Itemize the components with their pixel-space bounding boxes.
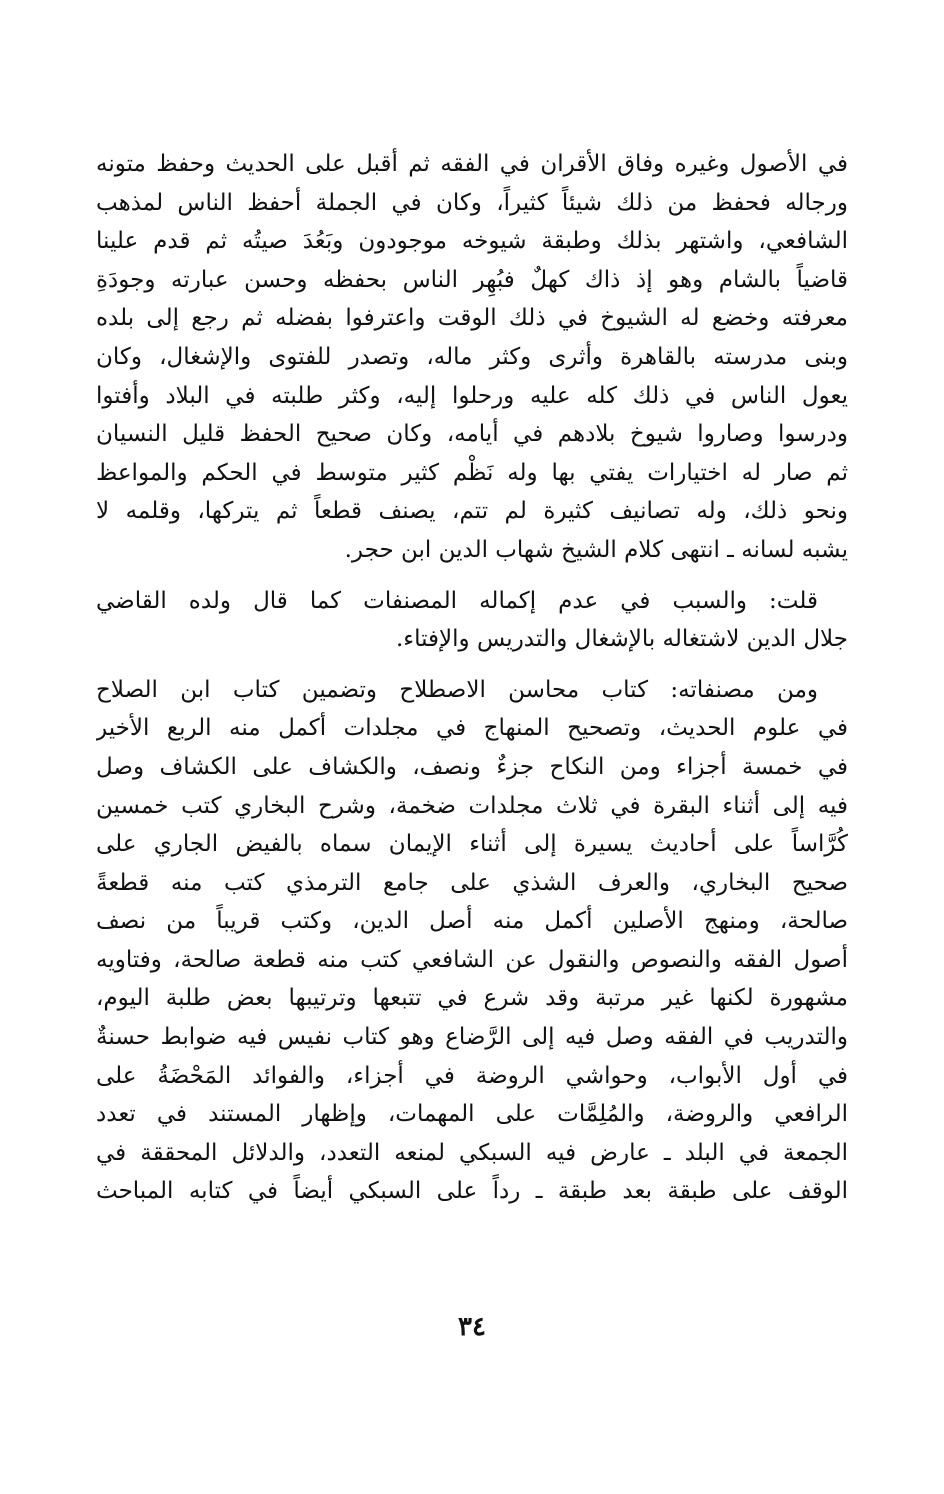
text-line: ومن مصنفاته: كتاب محاسن الاصطلاح وتضمين كتاب ابن الصلاح [96, 676, 818, 703]
text-line: ورجاله فحفظ من ذلك شيئاً كثيراً، وكان في الجملة أحفظ الناس لمذهب [96, 189, 848, 216]
text-line: صحيح البخاري، والعرف الشذي على جامع الترمذي كتب منه قطعةً [96, 869, 848, 896]
paragraph-reason [96, 582, 848, 659]
paragraph-gap [96, 570, 848, 582]
text-line: يشبه لسانه ـ انتهى كلام الشيخ شهاب الدين ابن حجر. [344, 536, 848, 563]
text-line: قاضياً بالشام وهو إذ ذاك كهلٌ فبُهِر الناس بحفظه وحسن عبارته وجودَةِ [96, 266, 848, 293]
text-line: جلال الدين لاشتغاله بالإشغال والتدريس والإفتاء. [395, 626, 848, 653]
text-line: يعول الناس في ذلك كله عليه ورحلوا إليه، وكثر طلبته في البلاد وأفتوا [96, 382, 848, 409]
text-line: صالحة، ومنهج الأصلين أكمل منه أصل الدين، وكتب قريباً من نصف [96, 908, 848, 935]
text-line: في الأصول وغيره وفاق الأقران في الفقه ثم أقبل على الحديث وحفظ متونه [96, 151, 848, 177]
paragraph-works [96, 671, 848, 1211]
text-line: فيه إلى أثناء البقرة في ثلاث مجلدات ضخمة، وشرح البخاري كتب خمسين [96, 792, 848, 819]
text-line: كُرَّاساً على أحاديث يسيرة إلى أثناء الإيمان سماه بالفيض الجاري على [96, 831, 848, 858]
text-line: الرافعي والروضة، والمُلِمَّات على المهمات، وإظهار المستند في تعدد [96, 1101, 848, 1128]
text-line: والتدريب في الفقه وصل فيه إلى الرَّضاع وهو كتاب نفيس فيه ضوابط حسنةٌ [96, 1024, 848, 1051]
text-line: في علوم الحديث، وتصحيح المنهاج في مجلدات أكمل منه الربع الأخير [96, 715, 848, 742]
text-line: ودرسوا وصاروا شيوخ بلادهم في أيامه، وكان صحيح الحفظ قليل النسيان [96, 421, 848, 448]
page-number: ٣٤ [458, 1312, 486, 1342]
page-body [96, 145, 848, 1211]
text-line: أصول الفقه والنصوص والنقول عن الشافعي كتب منه قطعة صالحة، وفتاويه [96, 946, 848, 973]
text-line: ونحو ذلك، وله تصانيف كثيرة لم تتم، يصنف قطعاً ثم يتركها، وقلمه لا [96, 498, 848, 525]
text-line: الشافعي، واشتهر بذلك وطبقة شيوخه موجودون وبَعُدَ صيتُه ثم قدم علينا [96, 228, 848, 255]
text-line: الوقف على طبقة بعد طبقة ـ رداً على السبكي أيضاً في كتابه المباحث [96, 1178, 848, 1205]
paragraph-gap [96, 659, 848, 671]
text-line: في خمسة أجزاء ومن النكاح جزءٌ ونصف، والكشاف على الكشاف وصل [96, 753, 848, 780]
text-line: معرفته وخضع له الشيوخ في ذلك الوقت واعترفوا بفضله ثم رجع إلى بلده [96, 305, 848, 332]
paragraph-biography [96, 145, 848, 570]
text-line: مشهورة لكنها غير مرتبة وقد شرع في تتبعها وترتيبها بعض طلبة اليوم، [96, 985, 848, 1012]
text-line: قلت: والسبب في عدم إكماله المصنفات كما قال ولده القاضي [96, 587, 818, 614]
text-line: في أول الأبواب، وحواشي الروضة في أجزاء، والفوائد المَحْضَةُ على [96, 1062, 848, 1089]
text-line: ثم صار له اختيارات يفتي بها وله نَظْم كثير متوسط في الحكم والمواعظ [96, 459, 848, 486]
text-line: الجمعة في البلد ـ عارض فيه السبكي لمنعه التعدد، والدلائل المحققة في [96, 1139, 848, 1166]
text-line: وبنى مدرسته بالقاهرة وأثرى وكثر ماله، وتصدر للفتوى والإشغال، وكان [96, 343, 848, 370]
